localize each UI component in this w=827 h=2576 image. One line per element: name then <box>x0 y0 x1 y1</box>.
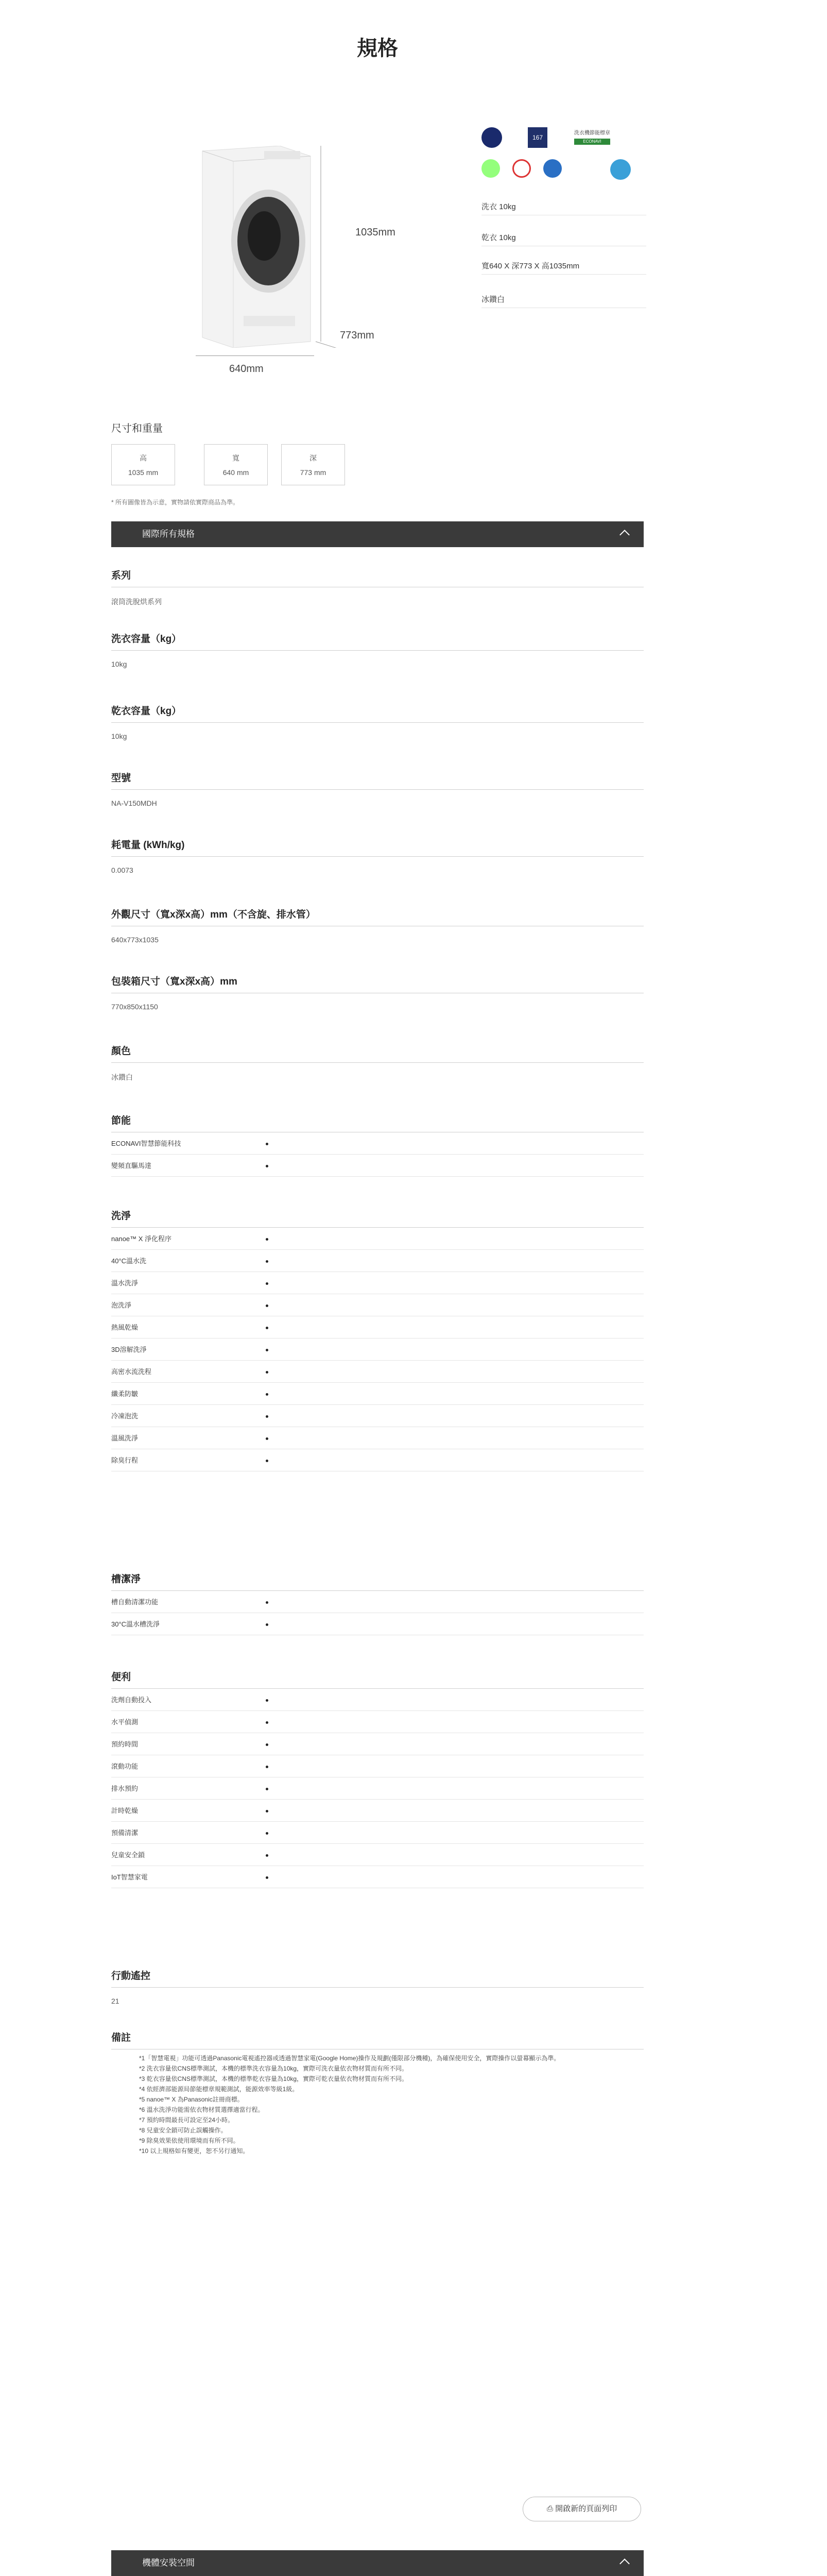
recycle-icon <box>512 159 531 178</box>
dimension-note: * 所有圖像皆為示意，實物請依實際商品為準。 <box>111 499 239 506</box>
feature-group-tub-clean: 槽潔淨 槽自動清潔功能 30°C溫水槽洗淨 <box>111 1571 644 1635</box>
feature-row: 30°C溫水槽洗淨 <box>111 1613 644 1635</box>
feature-row: 溫風洗淨 <box>111 1427 644 1449</box>
feature-row: 水平偵測 <box>111 1711 644 1733</box>
group-outer-size: 外觀尺寸（寬x深x高）mm（不含旋、排水管） 640x773x1035 <box>111 907 644 944</box>
dim-box-depth: 深 773 mm <box>281 444 345 485</box>
width-label: 640mm <box>229 363 264 375</box>
group-package-size: 包裝箱尺寸（寬x深x高）mm 770x850x1150 <box>111 974 644 1011</box>
feature-row: 溫水洗淨 <box>111 1272 644 1294</box>
top-spec-wash: 洗衣 10kg <box>481 201 646 215</box>
feature-row: 計時乾燥 <box>111 1800 644 1822</box>
feature-row: 兒童安全鎖 <box>111 1844 644 1866</box>
badge-number: 167 <box>528 127 547 148</box>
green-mark-icon <box>481 159 500 178</box>
group-remote: 行動遙控 21 <box>111 1968 644 2005</box>
green-badge: ECONAVI <box>574 139 610 145</box>
feature-group-wash: 洗淨 nanoe™ X 淨化程序 40°C溫水洗 溫水洗淨 泡洗淨 熱風乾燥 3D溶解洗淨 高密水流洗程 纖柔防皺 冷凍泡洗 溫風洗淨 除臭行程 <box>111 1208 644 1471</box>
feature-group-convenience: 便利 洗劑自動投入 水平偵測 預約時間 滾動功能 排水預約 計時乾燥 預備清潔 兒童安全鎖 IoT智慧家電 <box>111 1669 644 1888</box>
feature-row: 纖柔防皺 <box>111 1383 644 1405</box>
dimension-title: 尺寸和重量 <box>111 423 163 434</box>
cert-badges <box>481 127 646 184</box>
feature-row: 除臭行程 <box>111 1449 644 1471</box>
feature-row: 預約時間 <box>111 1733 644 1755</box>
washer-image <box>187 146 385 348</box>
feature-row: 槽自動清潔功能 <box>111 1591 644 1613</box>
group-series: 系列 滾筒洗脫烘系列 <box>111 568 644 607</box>
feature-row: 泡洗淨 <box>111 1294 644 1316</box>
feature-row: 3D溶解洗淨 <box>111 1338 644 1361</box>
water-icon <box>543 159 562 178</box>
top-spec-color: 冰鑽白 <box>481 294 646 308</box>
printer-icon: ⎙ <box>546 2504 556 2513</box>
height-label: 1035mm <box>355 227 395 238</box>
width-line <box>196 355 314 356</box>
feature-row: IoT智慧家電 <box>111 1866 644 1888</box>
feature-row: 冷凍泡洗 <box>111 1405 644 1427</box>
dim-box-height: 高 1035 mm <box>111 444 175 485</box>
feature-row: 高密水流洗程 <box>111 1361 644 1383</box>
iot-icon <box>610 159 631 180</box>
energy-icon <box>481 127 502 148</box>
feature-row: 排水預約 <box>111 1777 644 1800</box>
feature-row: 40°C溫水洗 <box>111 1250 644 1272</box>
note-item: *8 兒童安全鎖可防止誤觸操作。 <box>139 2127 227 2134</box>
feature-row: 滾動功能 <box>111 1755 644 1777</box>
note-item: *1「智慧電視」功能可透過Panasonic電視遙控器或透過智慧家電(Google Home)操作及規劃(僅限部分機種)，為確保使用安全，實際操作以螢幕顯示為準。 <box>139 2055 560 2062</box>
group-color: 顏色 冰鑽白 <box>111 1043 644 1082</box>
dim-box-width: 寬 640 mm <box>204 444 268 485</box>
chevron-up-icon[interactable] <box>619 2558 630 2569</box>
feature-row: ECONAVI智慧節能科技 <box>111 1132 644 1155</box>
notes-title: 備註 <box>111 2030 644 2049</box>
note-item: *10 以上規格如有變更，恕不另行通知。 <box>139 2147 249 2155</box>
chevron-up-icon[interactable] <box>619 530 630 540</box>
notes-list <box>139 2053 644 2156</box>
right-cert-text: 洗衣機節能標章 <box>574 130 610 136</box>
top-spec-size: 寬640 X 深773 X 高1035mm <box>481 260 646 275</box>
group-wash-capacity: 洗衣容量（kg） 10kg <box>111 631 644 668</box>
top-spec-dry: 乾衣 10kg <box>481 232 646 246</box>
page-title: 規格 <box>357 37 398 60</box>
feature-row: 洗劑自動投入 <box>111 1689 644 1711</box>
all-specs-bar[interactable]: 國際所有規格 <box>111 521 644 547</box>
note-item: *2 洗衣容量依CNS標準測試，本機的標準洗衣容量為10kg，實際可洗衣量依衣物材質而有所不同。 <box>139 2065 408 2072</box>
feature-row: 預備清潔 <box>111 1822 644 1844</box>
note-item: *7 預約時間最長可設定至24小時。 <box>139 2116 234 2124</box>
note-item: *5 nanoe™ X 為Panasonic註冊商標。 <box>139 2096 244 2103</box>
group-dry-capacity: 乾衣容量（kg） 10kg <box>111 703 644 740</box>
print-button[interactable]: ⎙ 開啟新的頁面列印 <box>523 2497 641 2521</box>
feature-group-energy: 節能 ECONAVI智慧節能科技 變頻直驅馬達 <box>111 1113 644 1177</box>
feature-row: 熱風乾燥 <box>111 1316 644 1338</box>
feature-row: nanoe™ X 淨化程序 <box>111 1228 644 1250</box>
note-item: *3 乾衣容量依CNS標準測試，本機的標準乾衣容量為10kg，實際可乾衣量依衣物材質而有所不同。 <box>139 2075 408 2082</box>
depth-label: 773mm <box>340 330 374 341</box>
note-item: *6 溫水洗淨功能需依衣物材質選擇適當行程。 <box>139 2106 264 2113</box>
note-item: *9 除臭效果依使用環境而有所不同。 <box>139 2137 239 2144</box>
install-space-bar[interactable]: 機體安裝空間 <box>111 2550 644 2576</box>
note-item: *4 依經濟部能源局節能標章規範測試，能源效率等級1級。 <box>139 2086 299 2093</box>
feature-row: 變頻直驅馬達 <box>111 1155 644 1177</box>
group-energy: 耗電量 (kWh/kg) 0.0073 <box>111 837 644 874</box>
group-model: 型號 NA-V150MDH <box>111 770 644 807</box>
